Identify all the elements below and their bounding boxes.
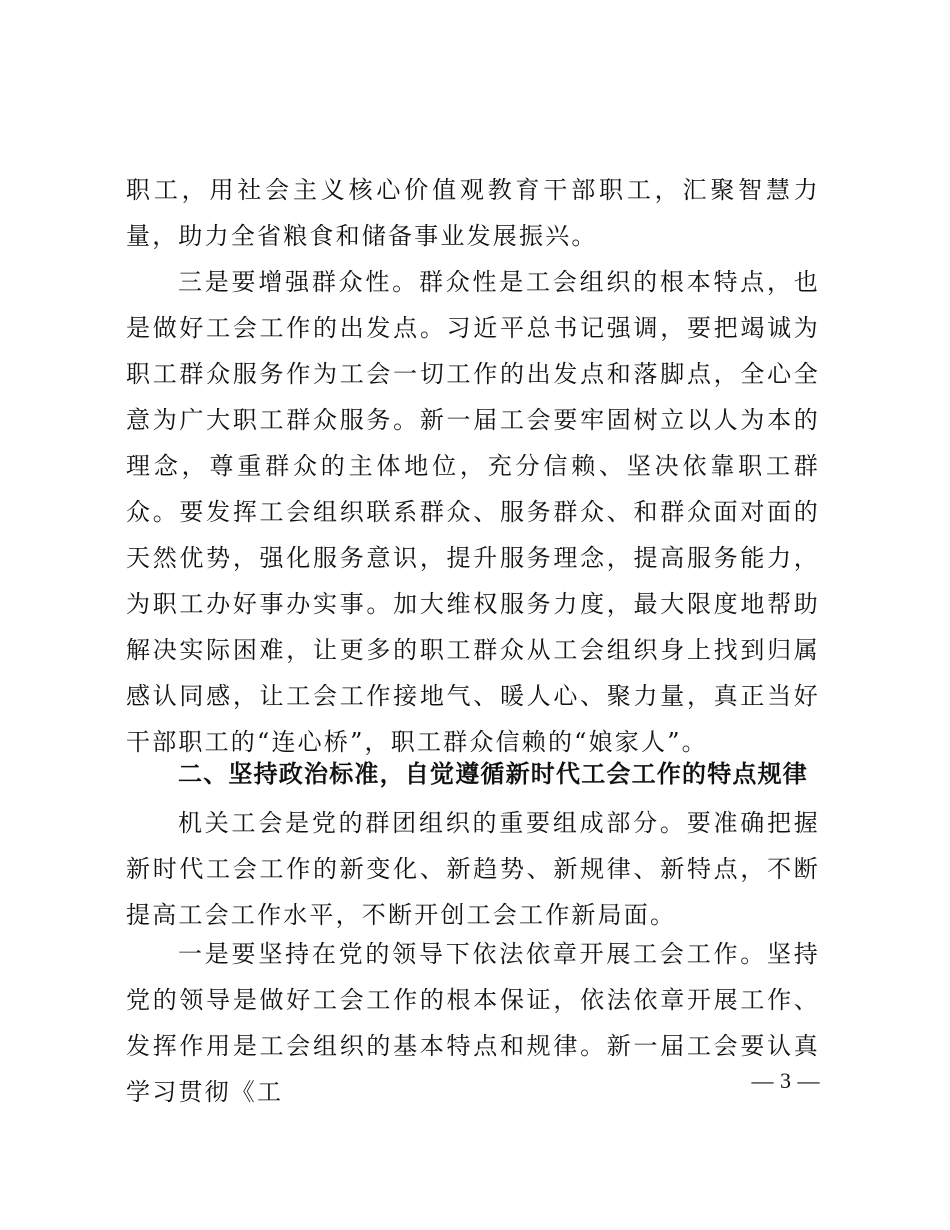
text-block-heading	[126, 751, 820, 797]
paragraph-continuation: 职工，用社会主义核心价值观教育干部职工，汇聚智慧力量，助力全省粮食和储备事业发展振兴。	[126, 176, 820, 250]
page-number: — 3 —	[751, 1068, 820, 1093]
text-block-intro	[126, 800, 820, 938]
paragraph-union-intro: 机关工会是党的群团组织的重要组成部分。要准确把握新时代工会工作的新变化、新趋势、新规律、新特点，不断提高工会工作水平，不断开创工会工作新局面。	[126, 809, 820, 929]
text-block-section-three	[126, 259, 820, 765]
paragraph-mass-character: 三是要增强群众性。群众性是工会组织的根本特点，也是做好工会工作的出发点。习近平总书记强调，要把竭诚为职工群众服务作为工会一切工作的出发点和落脚点，全心全意为广大职工群众服务。新一届工会要牢固树立以人为本的理念，尊重群众的主体地位，充分信赖、坚决依靠职工群众。要发挥工会组织联系群众、服务群众、和群众面对面的天然优势，强化服务意识，提升服务理念，提高服务能力，为职工办好事办实事。加大维权服务力度，最大限度地帮助解决实际困难，让更多的职工群众从工会组织身上找到归属感认同感，让工会工作接地气、暖人心、聚力量，真正当好干部职工的“连心桥”，职工群众信赖的“娘家人”。	[126, 268, 820, 756]
paragraph-party-leadership: 一是要坚持在党的领导下依法依章开展工会工作。坚持党的领导是做好工会工作的根本保证，依法依章开展工作、发挥作用是工会组织的基本特点和规律。新一届工会要认真学习贯彻《工	[126, 940, 820, 1106]
section-heading-two: 二、坚持政治标准，自觉遵循新时代工会工作的特点规律	[178, 760, 808, 788]
text-block-point-one	[126, 931, 820, 1115]
text-block-top	[126, 167, 820, 259]
